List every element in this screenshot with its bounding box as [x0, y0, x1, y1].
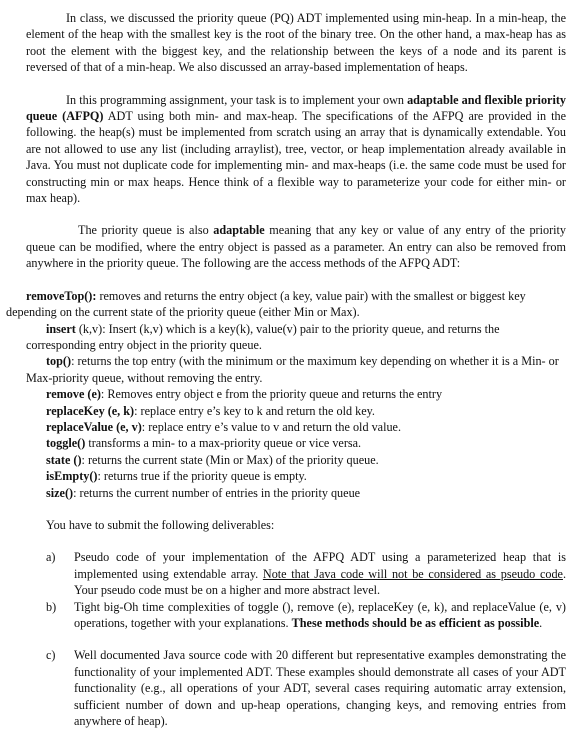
- method-desc: transforms a min- to a max-priority queue or vice versa.: [85, 436, 362, 451]
- methods-list: [6, 288, 566, 501]
- method-item: [26, 468, 566, 484]
- deliverable-a-note: Note that Java code will not be considered as pseudo code: [262, 566, 563, 581]
- adaptable-text-post: meaning that any key or value of any entry of the priority queue can be modified, where the entry object is passed as a parameter. An entry can also be removed from anywhere in the priority queue. The following are the access methods of the AFPQ ADT:: [26, 223, 566, 271]
- adaptable-bold-term: adaptable: [213, 223, 265, 238]
- method-item: [6, 288, 566, 321]
- method-name: top(): [46, 354, 72, 369]
- intro-paragraph: In class, we discussed the priority queue (PQ) ADT implemented using min-heap. In a min-heap, the element of the heap with the smallest key is the root of the binary tree. On the other hand, a max-heap has as root the element with the biggest key, and the relationship between the keys of a node and its parent is reversed of that of a min-heap. We also discussed an array-based implementation of heaps.: [26, 11, 566, 75]
- method-desc: : returns the current state (Min or Max) of the priority queue.: [81, 452, 379, 467]
- deliverable-text: [66, 549, 566, 598]
- deliverable-text: Well documented Java source code with 20 different but representative examples demonstrating the functionality of your implemented ADT. These examples should demonstrate all cases of your ADT functionality (e.g., all operations of your ADT, several cases requiring automatic array extension, sufficient number of down and up-heap operations, changing keys, and removing entries from anywhere of heap).: [74, 648, 566, 729]
- deliverable-a: [26, 549, 566, 598]
- deliverable-label: b): [46, 599, 57, 614]
- method-desc: : returns the current number of entries in the priority queue: [73, 485, 361, 500]
- deliverable-text: [66, 599, 566, 632]
- deliverable-a-pre: Pseudo code of your implementation of the AFPQ ADT using a parameterized heap that is implemented using extendable array.: [74, 550, 566, 581]
- method-desc: : Removes entry object e from the priority queue and returns the entry: [100, 387, 443, 402]
- method-desc: : returns the top entry (with the minimum or the maximum key depending on whether it is a Min- or Max-priority queue, without removing the entry.: [26, 354, 559, 385]
- assignment-text-post: ADT using both min- and max-heap. The specifications of the AFPQ are provided in the following. the heap(s) must be implemented from scratch using an array that is dynamically extendable. You are not allowed to use any list (including arraylist), tree, vector, or heap implementation already available in Java. You must not duplicate code for implementing min- and max-heaps (i.e. the same code must be used for constructing min or max heaps. Hence think of a flexible way to parameterize your code for either min- or max heap).: [26, 109, 566, 206]
- method-name: toggle(): [46, 436, 86, 451]
- afpq-bold-term: adaptable and flexible priority queue (AFPQ): [26, 92, 566, 124]
- deliverable-c: [26, 647, 566, 729]
- method-desc: (k,v): Insert (k,v) which is a key(k), value(v) pair to the priority queue, and returns the corresponding entry object in the priority queue.: [26, 321, 500, 352]
- method-item: [26, 321, 566, 354]
- deliverable-a-post: . Your pseudo code must be on a higher and more abstract level.: [74, 566, 567, 598]
- method-name: replaceKey (e, k): [46, 403, 135, 418]
- method-item: [26, 485, 566, 501]
- assignment-text-pre: In this programming assignment, your task is to implement your own: [66, 92, 408, 107]
- adaptable-paragraph: [26, 222, 566, 271]
- method-desc: : replace entry e’s value to v and return the old value.: [141, 419, 402, 434]
- method-name: state (): [46, 452, 82, 467]
- method-name: replaceValue (e, v): [46, 419, 142, 434]
- deliverable-b-post: .: [539, 616, 543, 630]
- method-name: remove (e): [46, 387, 101, 402]
- method-desc: : returns true if the priority queue is empty.: [97, 469, 307, 484]
- method-desc: removes and returns the entry object (a key, value pair) with the smallest or biggest key depending on the current state of the priority queue (either Min or Max).: [6, 288, 526, 320]
- deliverables-intro: You have to submit the following deliverables:: [46, 517, 275, 532]
- method-name: isEmpty(): [46, 469, 98, 484]
- method-desc: : replace entry e’s key to k and return the old key.: [134, 403, 375, 418]
- method-item: [26, 452, 566, 468]
- method-item: [26, 403, 566, 419]
- method-item: [26, 353, 566, 386]
- deliverable-b: [26, 599, 566, 632]
- deliverables-list: [26, 549, 566, 729]
- adaptable-text-pre: The priority queue is also: [78, 223, 214, 238]
- deliverable-label: c): [46, 648, 56, 663]
- method-item: [26, 419, 566, 435]
- method-name: insert: [46, 321, 76, 336]
- method-name: size(): [46, 485, 74, 500]
- method-name: removeTop():: [26, 288, 97, 303]
- deliverable-b-bold: These methods should be as efficient as possible: [291, 616, 540, 630]
- assignment-paragraph: [26, 92, 566, 207]
- deliverable-b-pre: Tight big-Oh time complexities of toggle (), remove (e), replaceKey (e, k), and replaceValue (e, v) operations, together with your explanations.: [74, 599, 566, 630]
- method-item: [26, 435, 566, 451]
- deliverable-label: a): [46, 550, 56, 565]
- document-page: [6, 10, 567, 729]
- method-item: [26, 386, 566, 402]
